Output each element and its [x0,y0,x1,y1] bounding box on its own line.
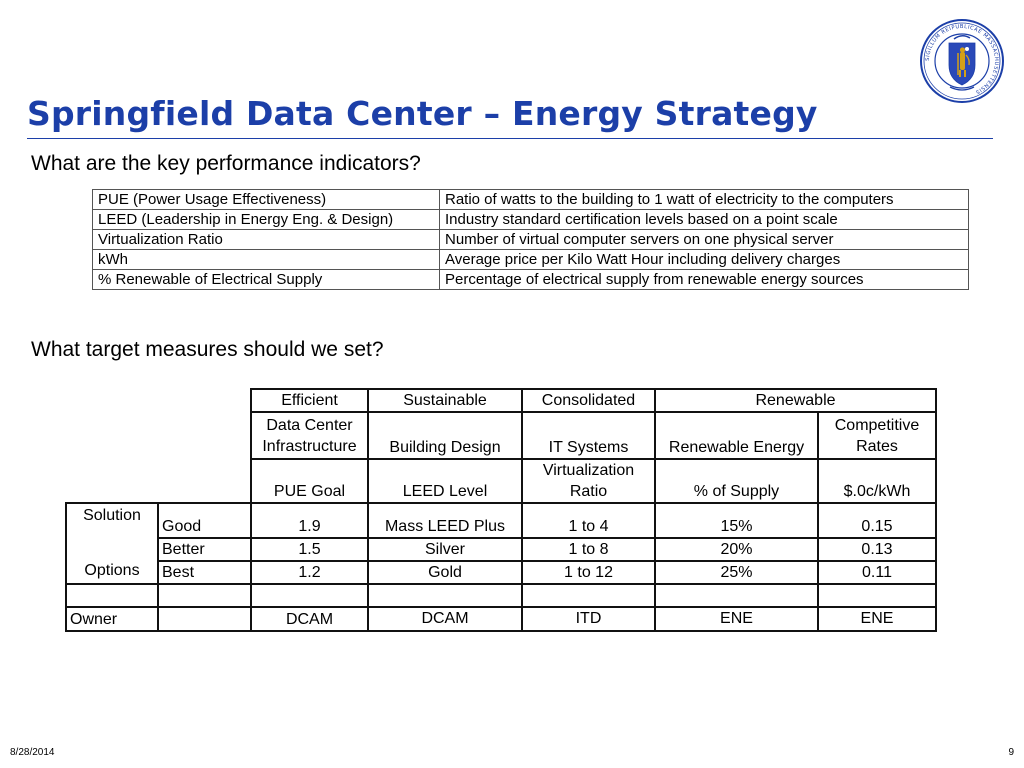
area-header-row [66,412,936,459]
supply-value: 20% [655,538,818,561]
kpi-definition: Number of virtual computer servers on one physical server [440,230,969,250]
leed-owner: DCAM [368,607,522,631]
category-consolidated: Consolidated [522,389,655,412]
svg-text:SIGILLUM REIPUBLICAE MASSACHUS: SIGILLUM REIPUBLICAE MASSACHUSETTENSIS [924,23,1000,95]
kpi-term: % Renewable of Electrical Supply [93,270,440,290]
kpi-term: Virtualization Ratio [93,230,440,250]
kpi-term: PUE (Power Usage Effectiveness) [93,190,440,210]
level-label: Better [158,538,251,561]
area-it-systems: IT Systems [522,412,655,459]
empty-cell [66,584,158,607]
leed-value: Mass LEED Plus [368,503,522,538]
supply-value: 15% [655,503,818,538]
options-label: Options [84,562,140,579]
owner-label: Owner [66,607,158,631]
empty-cell [818,584,936,607]
table-row [66,503,936,538]
kpi-table [92,189,969,290]
supply-value: 25% [655,561,818,584]
level-label: Good [158,503,251,538]
category-header-row [66,389,936,412]
title-divider [27,138,993,139]
empty-corner-cell [66,389,251,412]
empty-cell [522,584,655,607]
pue-value: 1.9 [251,503,368,538]
empty-cell [158,607,251,631]
kpi-definition: Percentage of electrical supply from renewable energy sources [440,270,969,290]
table-row [66,538,936,561]
area-competitive-rates: Competitive Rates [818,412,936,459]
virtualization-value: 1 to 12 [522,561,655,584]
rate-value: 0.13 [818,538,936,561]
measure-rate: $.0c/kWh [818,459,936,503]
kpi-definition: Average price per Kilo Watt Hour including delivery charges [440,250,969,270]
pue-value: 1.2 [251,561,368,584]
empty-cell [368,584,522,607]
target-measures-table [65,388,937,632]
owner-row [66,607,936,631]
rate-value: 0.11 [818,561,936,584]
leed-value: Gold [368,561,522,584]
virtualization-owner: ITD [522,607,655,631]
table-row [66,584,936,607]
measure-virtualization-ratio: Virtualization Ratio [522,459,655,503]
category-efficient: Efficient [251,389,368,412]
category-renewable: Renewable [655,389,936,412]
solution-options-label [66,503,158,584]
kpi-row [93,190,969,210]
empty-cell [251,584,368,607]
empty-cell [158,584,251,607]
kpi-term: LEED (Leadership in Energy Eng. & Design) [93,210,440,230]
supply-owner: ENE [655,607,818,631]
page-number: 9 [1008,747,1014,758]
measure-percent-supply: % of Supply [655,459,818,503]
level-label: Best [158,561,251,584]
page-title: Springfield Data Center – Energy Strategy [27,94,818,133]
area-renewable-energy: Renewable Energy [655,412,818,459]
kpi-definition: Ratio of watts to the building to 1 watt of electricity to the computers [440,190,969,210]
kpi-question: What are the key performance indicators? [31,152,421,175]
area-building-design: Building Design [368,412,522,459]
rate-owner: ENE [818,607,936,631]
massachusetts-seal-logo [920,19,1004,103]
leed-value: Silver [368,538,522,561]
area-data-center-infrastructure: Data Center Infrastructure [251,412,368,459]
kpi-row [93,230,969,250]
solution-label: Solution [83,507,141,524]
targets-question: What target measures should we set? [31,338,384,361]
kpi-row [93,250,969,270]
measure-leed-level: LEED Level [368,459,522,503]
measure-header-row [66,459,936,503]
empty-cell [655,584,818,607]
pue-owner: DCAM [251,607,368,631]
footer-date: 8/28/2014 [10,747,55,758]
kpi-definition: Industry standard certification levels based on a point scale [440,210,969,230]
pue-value: 1.5 [251,538,368,561]
kpi-term: kWh [93,250,440,270]
kpi-row [93,210,969,230]
virtualization-value: 1 to 8 [522,538,655,561]
empty-corner-cell [66,412,251,459]
empty-corner-cell [66,459,251,503]
category-sustainable: Sustainable [368,389,522,412]
kpi-row [93,270,969,290]
virtualization-value: 1 to 4 [522,503,655,538]
measure-pue-goal: PUE Goal [251,459,368,503]
table-row [66,561,936,584]
rate-value: 0.15 [818,503,936,538]
